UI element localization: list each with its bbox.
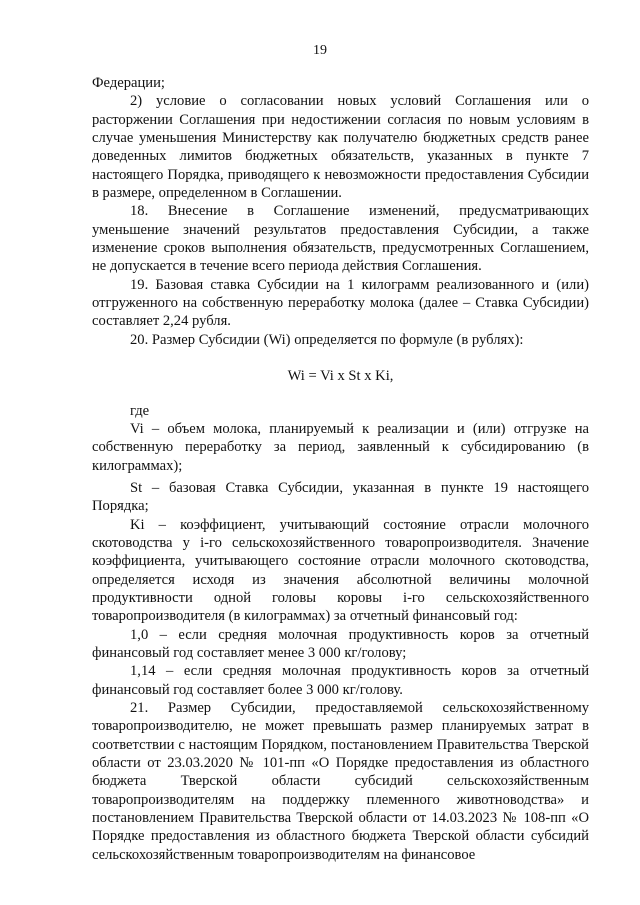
definition-vi: Vi – объем молока, планируемый к реализации и (или) отгрузке на собственную переработку за период, заявленный к субсидированию (в килограммах);	[92, 420, 589, 474]
paragraph-18: 18. Внесение в Соглашение изменений, предусматривающих уменьшение значений результатов предоставления Субсидии, а также изменение сроков выполнения обязательств, предусмотренных Соглашением, не допускается в течение всего периода действия Соглашения.	[92, 203, 589, 275]
definition-ki: Ki – коэффициент, учитывающий состояние отрасли молочного скотоводства у i-го сельскохозяйственного товаропроизводителя. Значение коэффициента, учитывающего состояние отрасли молочного скотоводства, определяется исходя из значения абсолютной величины молочной продуктивности одной головы коровы i-го сельскохозяйственного товаропроизводителя (в килограммах) за отчетный финансовый год:	[92, 516, 589, 625]
definition-st: St – базовая Ставка Субсидии, указанная в пункте 19 настоящего Порядка;	[92, 479, 589, 515]
coefficient-1-14: 1,14 – если средняя молочная продуктивность коров за отчетный финансовый год составляет более 3 000 кг/голову.	[92, 663, 589, 698]
page-number: 19	[313, 43, 327, 58]
document-body	[92, 74, 589, 864]
paragraph-condition-2: 2) условие о согласовании новых условий Соглашения или о расторжении Соглашения при недостижении согласия по новым условиям в случае уменьшения Министерству как получателю бюджетных средств ранее доведенных лимитов бюджетных обязательств, указанных в пункте 7 настоящего Порядка, приводящего к невозможности предоставления Субсидии в размере, определенном в Соглашении.	[92, 93, 589, 202]
paragraph-21: 21. Размер Субсидии, предоставляемой сельскохозяйственному товаропроизводителю, не может превышать размер планируемых затрат в соответствии с настоящим Порядком, постановлением Правительства Тверской области от 23.03.2020 № 101-пп «О Порядке предоставления из областного бюджета Тверской области субсидий сельскохозяйственным товаропроизводителям на поддержку племенного животноводства» и постановлением Правительства Тверской области от 14.03.2023 № 108-пп «О Порядке предоставления из областного бюджета Тверской области субсидий сельскохозяйственным товаропроизводителям на финансовое	[92, 700, 589, 863]
coefficient-1-0: 1,0 – если средняя молочная продуктивность коров за отчетный финансовый год составляет менее 3 000 кг/голову;	[92, 626, 589, 661]
paragraph-20: 20. Размер Субсидии (Wi) определяется по формуле (в рублях):	[130, 331, 524, 348]
paragraph-where: где	[130, 402, 150, 419]
paragraph-19: 19. Базовая ставка Субсидии на 1 килограмм реализованного и (или) отгруженного на собственную переработку молока (далее – Ставка Субсидии) составляет 2,24 рубля.	[92, 276, 589, 330]
subsidy-formula: Wi = Vi x St x Ki,	[287, 368, 394, 385]
paragraph-continuation: Федерации;	[92, 75, 165, 91]
